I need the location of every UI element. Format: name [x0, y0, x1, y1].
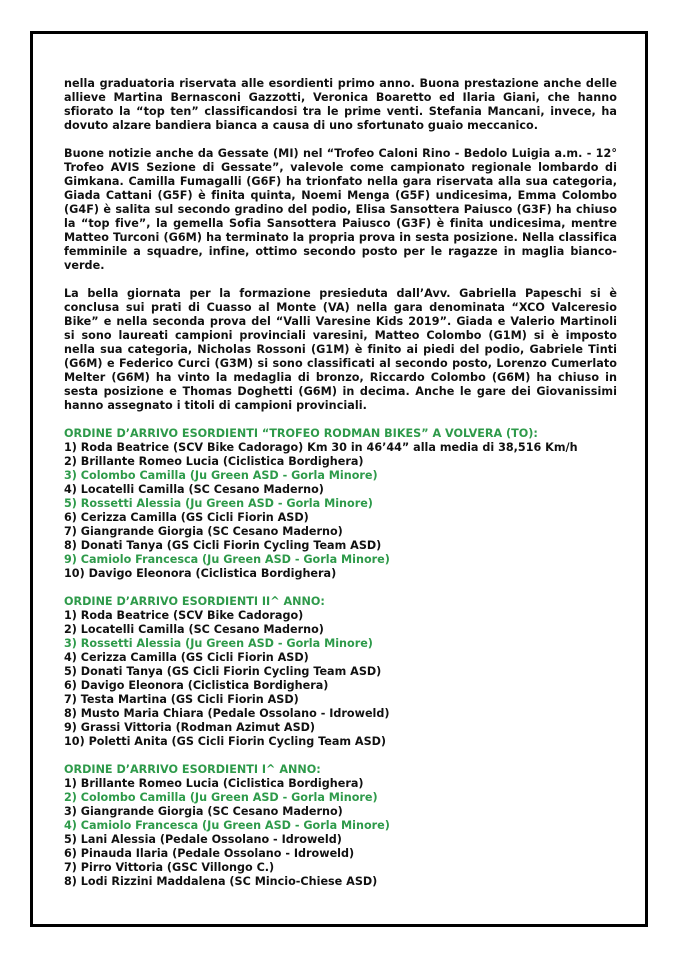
results-list — [64, 777, 617, 889]
results-list — [64, 441, 617, 581]
result-row: 8) Musto Maria Chiara (Pedale Ossolano - Idroweld) — [64, 707, 390, 720]
paragraph-esordienti-results: nella graduatoria riservata alle esordienti primo anno. Buona prestazione anche delle allieve Martina Bernasconi Gazzotti, Veronica Boaretto ed Ilaria Giani, che hanno sfiorato la “top ten” classificandosi tra le prime venti. Stefania Mancani, invece, ha dovuto alzare bandiera bianca a causa di uno sfortunato guaio meccanico. — [64, 77, 617, 132]
section-title: ORDINE D’ARRIVO ESORDIENTI “TROFEO RODMAN BIKES” A VOLVERA (TO): — [64, 427, 538, 440]
paragraph-cuasso: La bella giornata per la formazione presieduta dall’Avv. Gabriella Papeschi si è conclusa sui prati di Cuasso al Monte (VA) nella gara denominata “XCO Valceresio Bike” e nella seconda prova del “Valli Varesine Kids 2019”. Giada e Valerio Martinoli si sono laureati campioni provinciali varesini, Matteo Colombo (G1M) si è imposto nella sua categoria, Nicholas Rossoni (G1M) è finito ai piedi del podio, Gabriele Tinti (G6M) e Federico Curci (G3M) si sono classificati al secondo posto, Lorenzo Cumerlato Melter (G6M) ha vinto la medaglia di bronzo, Riccardo Colombo (G6M) ha chiuso in sesta posizione e Thomas Doghetti (G6M) in decima. Anche le gare dei Giovanissimi hanno assegnato i titoli di campioni provinciali. — [64, 287, 617, 412]
result-row: 1) Roda Beatrice (SCV Bike Cadorago) — [64, 609, 304, 622]
result-row: 6) Pinauda Ilaria (Pedale Ossolano - Idroweld) — [64, 847, 355, 860]
section-title: ORDINE D’ARRIVO ESORDIENTI I^ ANNO: — [64, 763, 321, 776]
result-row: 10) Davigo Eleonora (Ciclistica Bordighera) — [64, 567, 337, 580]
result-row: 7) Testa Martina (GS Cicli Fiorin ASD) — [64, 693, 299, 706]
result-row: 9) Camiolo Francesca (Ju Green ASD - Gorla Minore) — [64, 553, 390, 566]
document-body — [64, 77, 617, 903]
result-row: 5) Donati Tanya (GS Cicli Fiorin Cycling Team ASD) — [64, 665, 382, 678]
result-row: 1) Brillante Romeo Lucia (Ciclistica Bordighera) — [64, 777, 364, 790]
paragraph-gessate: Buone notizie anche da Gessate (MI) nel “Trofeo Caloni Rino - Bedolo Luigia a.m. - 12° Trofeo AVIS Sezione di Gessate”, valevole come campionato regionale lombardo di Gimkana. Camilla Fumagalli (G6F) ha trionfato nella gara riservata alla sua categoria, Giada Cattani (G5F) è finita quinta, Noemi Menga (G5F) undicesima, Emma Colombo (G4F) è salita sul secondo gradino del podio, Elisa Sansottera Paiusco (G3F) ha chiuso la “top five”, la gemella Sofia Sansottera Paiusco (G3F) è finita undicesima, mentre Matteo Turconi (G6M) ha terminato la propria prova in sesta posizione. Nella classifica femminile a squadre, infine, ottimo secondo posto per le ragazze in maglia bianco-verde. — [64, 147, 617, 272]
results-section-volvera — [64, 427, 617, 581]
result-row: 6) Cerizza Camilla (GS Cicli Fiorin ASD) — [64, 511, 309, 524]
result-row: 2) Brillante Romeo Lucia (Ciclistica Bordighera) — [64, 455, 364, 468]
results-section-first-year — [64, 763, 617, 889]
results-section-second-year — [64, 595, 617, 749]
result-row: 3) Giangrande Giorgia (SC Cesano Maderno) — [64, 805, 343, 818]
result-row: 5) Rossetti Alessia (Ju Green ASD - Gorla Minore) — [64, 497, 373, 510]
result-row: 2) Locatelli Camilla (SC Cesano Maderno) — [64, 623, 324, 636]
result-row: 1) Roda Beatrice (SCV Bike Cadorago) Km 30 in 46’44” alla media di 38,516 Km/h — [64, 441, 578, 454]
result-row: 4) Camiolo Francesca (Ju Green ASD - Gorla Minore) — [64, 819, 390, 832]
result-row: 9) Grassi Vittoria (Rodman Azimut ASD) — [64, 721, 316, 734]
result-row: 4) Cerizza Camilla (GS Cicli Fiorin ASD) — [64, 651, 309, 664]
result-row: 8) Donati Tanya (GS Cicli Fiorin Cycling Team ASD) — [64, 539, 382, 552]
result-row: 10) Poletti Anita (GS Cicli Fiorin Cycling Team ASD) — [64, 735, 387, 748]
result-row: 6) Davigo Eleonora (Ciclistica Bordighera) — [64, 679, 329, 692]
result-row: 3) Rossetti Alessia (Ju Green ASD - Gorla Minore) — [64, 637, 373, 650]
section-title: ORDINE D’ARRIVO ESORDIENTI II^ ANNO: — [64, 595, 325, 608]
result-row: 2) Colombo Camilla (Ju Green ASD - Gorla Minore) — [64, 791, 378, 804]
result-row: 7) Pirro Vittoria (GSC Villongo C.) — [64, 861, 275, 874]
result-row: 7) Giangrande Giorgia (SC Cesano Maderno) — [64, 525, 343, 538]
result-row: 3) Colombo Camilla (Ju Green ASD - Gorla Minore) — [64, 469, 378, 482]
result-row: 5) Lani Alessia (Pedale Ossolano - Idroweld) — [64, 833, 342, 846]
result-row: 8) Lodi Rizzini Maddalena (SC Mincio-Chiese ASD) — [64, 875, 378, 888]
results-list — [64, 609, 617, 749]
result-row: 4) Locatelli Camilla (SC Cesano Maderno) — [64, 483, 324, 496]
